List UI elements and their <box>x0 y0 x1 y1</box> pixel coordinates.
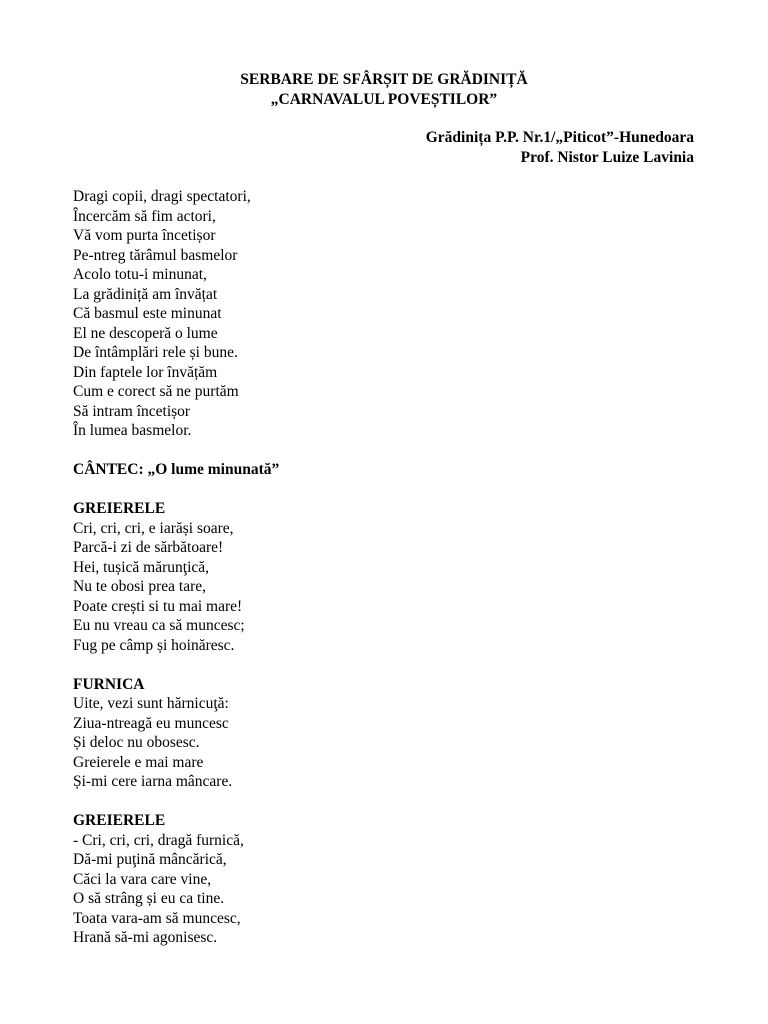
verse-line: Cri, cri, cri, e iarăși soare, <box>73 519 234 537</box>
verse-line: Ziua-ntreagă eu muncesc <box>73 714 229 732</box>
school-name: Grădinița P.P. Nr.1/„Piticot”-Hunedoara <box>425 129 694 146</box>
speaker-heading: GREIERELE <box>73 812 166 829</box>
intro-line: De întâmplări rele și bune. <box>73 344 238 361</box>
spacer <box>73 480 693 500</box>
verse-line: Greierele e mai mare <box>73 753 204 771</box>
verse-line: O să strâng și eu ca tine. <box>73 890 225 907</box>
spacer <box>73 441 693 461</box>
title-block <box>0 70 768 109</box>
stanza-greierele-1 <box>73 499 693 655</box>
verse-line: Și deloc nu obosesc. <box>73 734 200 751</box>
intro-line: Pe-ntreg tărâmul basmelor <box>73 246 238 264</box>
intro-line: Dragi copii, dragi spectatori, <box>73 188 251 205</box>
verse-line: Eu nu vreau ca să muncesc; <box>73 617 245 634</box>
verse-line: Parcă-i zi de sărbătoare! <box>73 539 224 556</box>
teacher-name: Prof. Nistor Luize Lavinia <box>520 148 694 166</box>
intro-stanza <box>73 187 693 441</box>
song-heading: CÂNTEC: „O lume minunată” <box>73 461 280 478</box>
verse-line: Toata vara-am să muncesc, <box>73 909 241 927</box>
verse-line: Fug pe câmp și hoinăresc. <box>73 636 235 654</box>
verse-line: Nu te obosi prea tare, <box>73 578 206 595</box>
verse-line: Dă-mi puţină mâncărică, <box>73 851 227 868</box>
intro-line: Vă vom purta încetișor <box>73 227 216 244</box>
verse-line: Uite, vezi sunt hărnicuţă: <box>73 695 229 712</box>
author-block <box>426 128 694 167</box>
verse-line: Și-mi cere iarna mâncare. <box>73 773 233 790</box>
speaker-heading: FURNICA <box>73 675 145 693</box>
intro-line: Încercăm să fim actori, <box>73 207 216 225</box>
intro-line: Din faptele lor învățăm <box>73 363 218 381</box>
speaker-heading: GREIERELE <box>73 500 166 517</box>
stanza-greierele-2 <box>73 811 693 948</box>
document-subtitle: „CARNAVALUL POVEȘTILOR” <box>270 90 498 108</box>
verse-line: Hrană să-mi agonisesc. <box>73 929 218 946</box>
verse-line: - Cri, cri, cri, dragă furnică, <box>73 831 244 849</box>
spacer <box>73 792 693 812</box>
intro-line: Să intram încetișor <box>73 402 191 420</box>
intro-line: Că basmul este minunat <box>73 305 222 322</box>
stanza-furnica <box>73 675 693 792</box>
intro-line: În lumea basmelor. <box>73 422 192 439</box>
intro-line: Cum e corect să ne purtăm <box>73 383 239 400</box>
intro-line: El ne descoperă o lume <box>73 324 218 342</box>
spacer <box>73 655 693 675</box>
verse-line: Hei, tușică mărunţică, <box>73 558 210 576</box>
intro-line: La grădiniță am învățat <box>73 285 218 303</box>
document-title: SERBARE DE SFÂRȘIT DE GRĂDINIȚĂ <box>240 71 528 88</box>
verse-line: Căci la vara care vine, <box>73 870 212 888</box>
poem-body <box>73 187 693 948</box>
verse-line: Poate crești si tu mai mare! <box>73 597 243 615</box>
intro-line: Acolo totu-i minunat, <box>73 266 207 283</box>
